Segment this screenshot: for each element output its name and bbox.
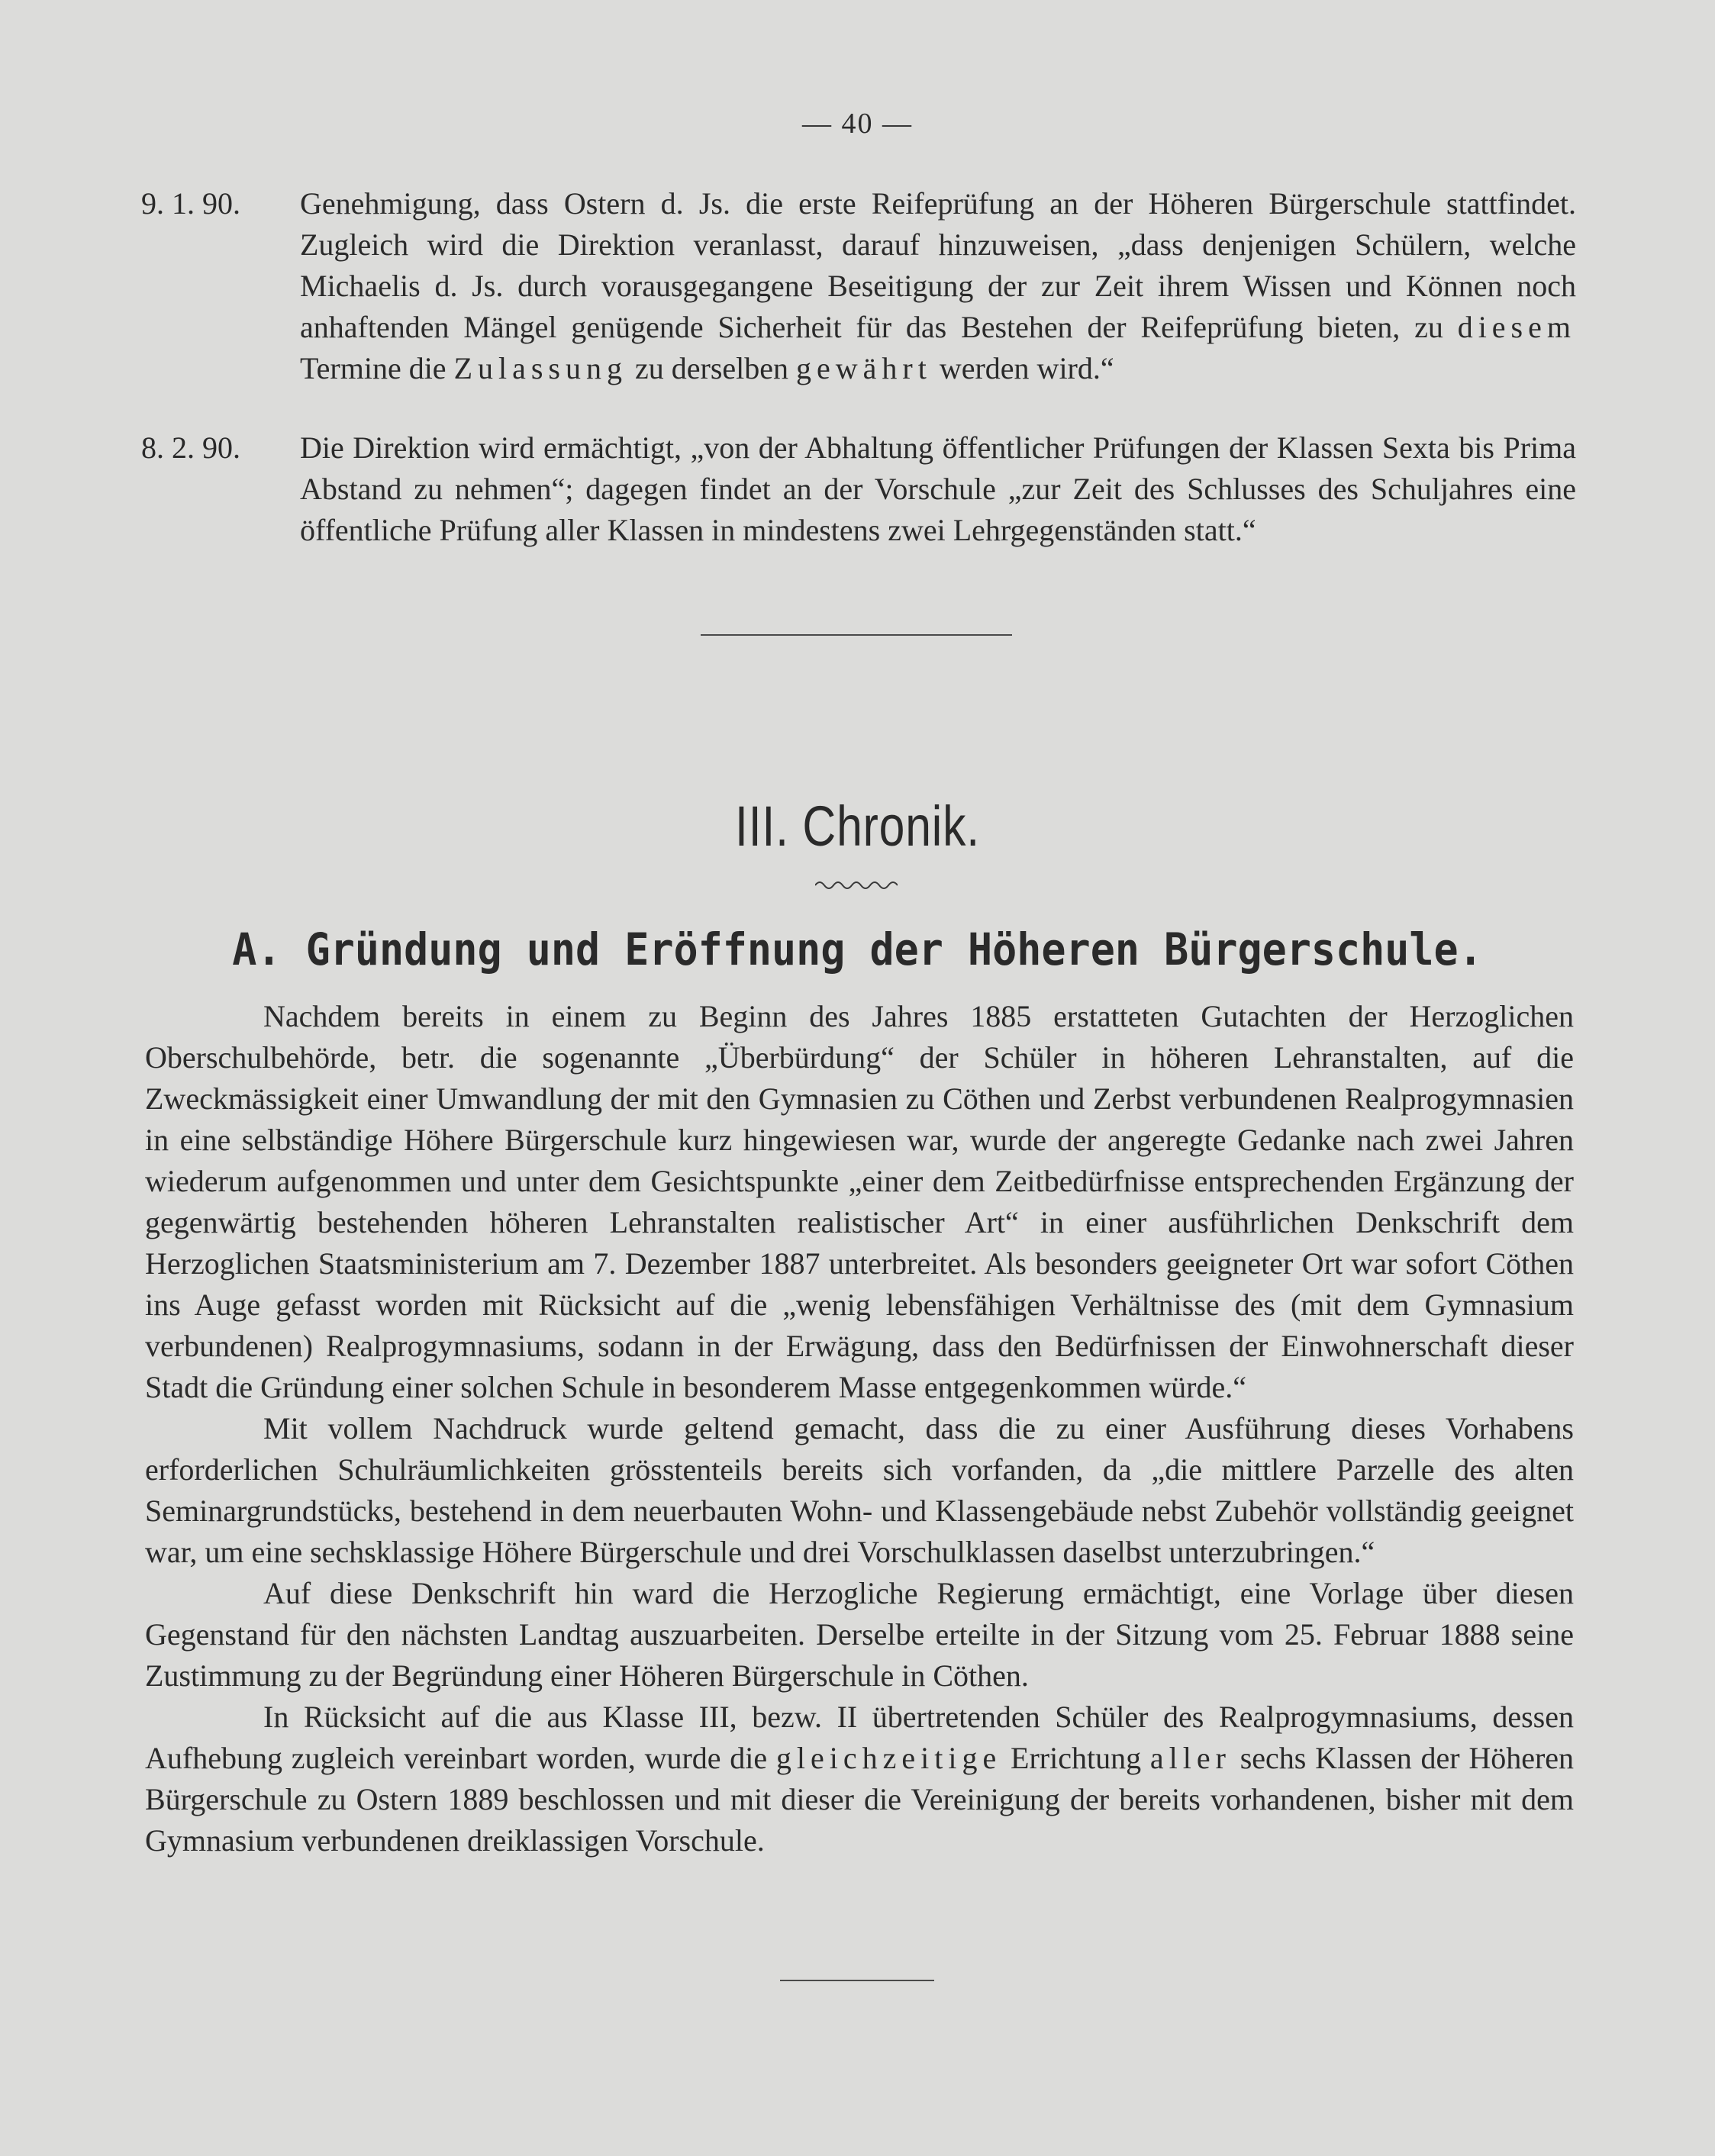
chapter-title: III. Chronik. [735, 794, 980, 858]
decree-entry-2 [141, 427, 1576, 551]
section-title: A. Gründung und Eröffnung der Höheren Bürgerschule. [232, 923, 1483, 975]
section-divider [701, 634, 1012, 636]
chronicle-text [145, 996, 1574, 1861]
entry-date: 8. 2. 90. [141, 430, 240, 465]
entry-text: Genehmigung, dass Ostern d. Js. die erste Reifeprüfung an der Höheren Bürgerschule stattfindet. Zugleich wird die Direktion veranlasst, darauf hinzuweisen, „dass denjenigen Schülern, welche Michaelis d. Js. durch vorausgegangene Beseitigung der zur Zeit ihrem Wissen und Können noch anhaftenden Mängel genügende Sicherheit für das Bestehen der Reifeprüfung bieten, zu diesem Termine die Zulassung zu derselben gewährt werden wird.“ [300, 186, 1576, 385]
entry-text: Die Direktion wird ermächtigt, „von der Abhaltung öffentlicher Prüfungen der Klassen Sexta bis Prima Abstand zu nehmen“; dagegen findet an der Vorschule „zur Zeit des Schlusses des Schuljahres eine öffentliche Prüfung aller Klassen in mindestens zwei Lehrgegenständen statt.“ [300, 430, 1576, 547]
paragraph: In Rücksicht auf die aus Klasse III, bezw. II übertretenden Schüler des Realprogymnasiums, dessen Aufhebung zugleich vereinbart worden, wurde die gleichzeitige Errichtung aller sechs Klassen der Höheren Bürgerschule zu Ostern 1889 beschlossen und mit dieser die Vereinigung der bereits vorhandenen, bisher mit dem Gymnasium verbundenen dreiklassigen Vorschule. [145, 1700, 1575, 1858]
decorative-squiggle [815, 876, 898, 891]
paragraph: Auf diese Denkschrift hin ward die Herzogliche Regierung ermächtigt, eine Vorlage über diesen Gegenstand für den nächsten Landtag auszuarbeiten. Derselbe erteilte in der Sitzung vom 25. Februar 1888 seine Zustimmung zu der Begründung einer Höheren Bürgerschule in Cöthen. [145, 1576, 1574, 1693]
paragraph: Nachdem bereits in einem zu Beginn des Jahres 1885 erstatteten Gutachten der Herzoglichen Oberschulbehörde, betr. die sogenannte „Überbürdung“ der Schüler in höheren Lehranstalten, auf die Zweckmässigkeit einer Umwandlung der mit den Gymnasien zu Cöthen und Zerbst verbundenen Realprogymnasien in eine selbständige Höhere Bürgerschule kurz hingewiesen war, wurde der angeregte Gedanke nach zwei Jahren wiederum aufgenommen und unter dem Gesichtspunkte „einer dem Zeitbedürfnisse entsprechenden Ergänzung der gegenwärtig bestehenden höheren Lehranstalten realistischer Art“ in einer ausführlichen Denkschrift dem Herzoglichen Staatsministerium am 7. Dezember 1887 unterbreitet. Als besonders geeigneter Ort war sofort Cöthen ins Auge gefasst worden mit Rücksicht auf die „wenig lebensfähigen Verhältnisse des (mit dem Gymnasium verbundenen) Realprogymnasiums, sodann in der Erwägung, dass den Bedürfnissen der Einwohnerschaft dieser Stadt die Gründung einer solchen Schule in besonderem Masse entgegenkommen würde.“ [145, 999, 1574, 1404]
entry-date: 9. 1. 90. [141, 186, 240, 221]
paragraph: Mit vollem Nachdruck wurde geltend gemacht, dass die zu einer Ausführung dieses Vorhabens erforderlichen Schulräumlichkeiten grösstenteils bereits sich vorfanden, da „die mittlere Parzelle des alten Seminargrundstücks, bestehend in dem neuerbauten Wohn- und Klassengebäude nebst Zubehör vollständig geeignet war, um eine sechsklassige Höhere Bürgerschule und drei Vorschulklassen daselbst unterzubringen.“ [145, 1411, 1574, 1569]
end-divider [780, 1980, 934, 1981]
page-number: — 40 — [802, 108, 913, 140]
decree-entry-1 [141, 183, 1576, 389]
